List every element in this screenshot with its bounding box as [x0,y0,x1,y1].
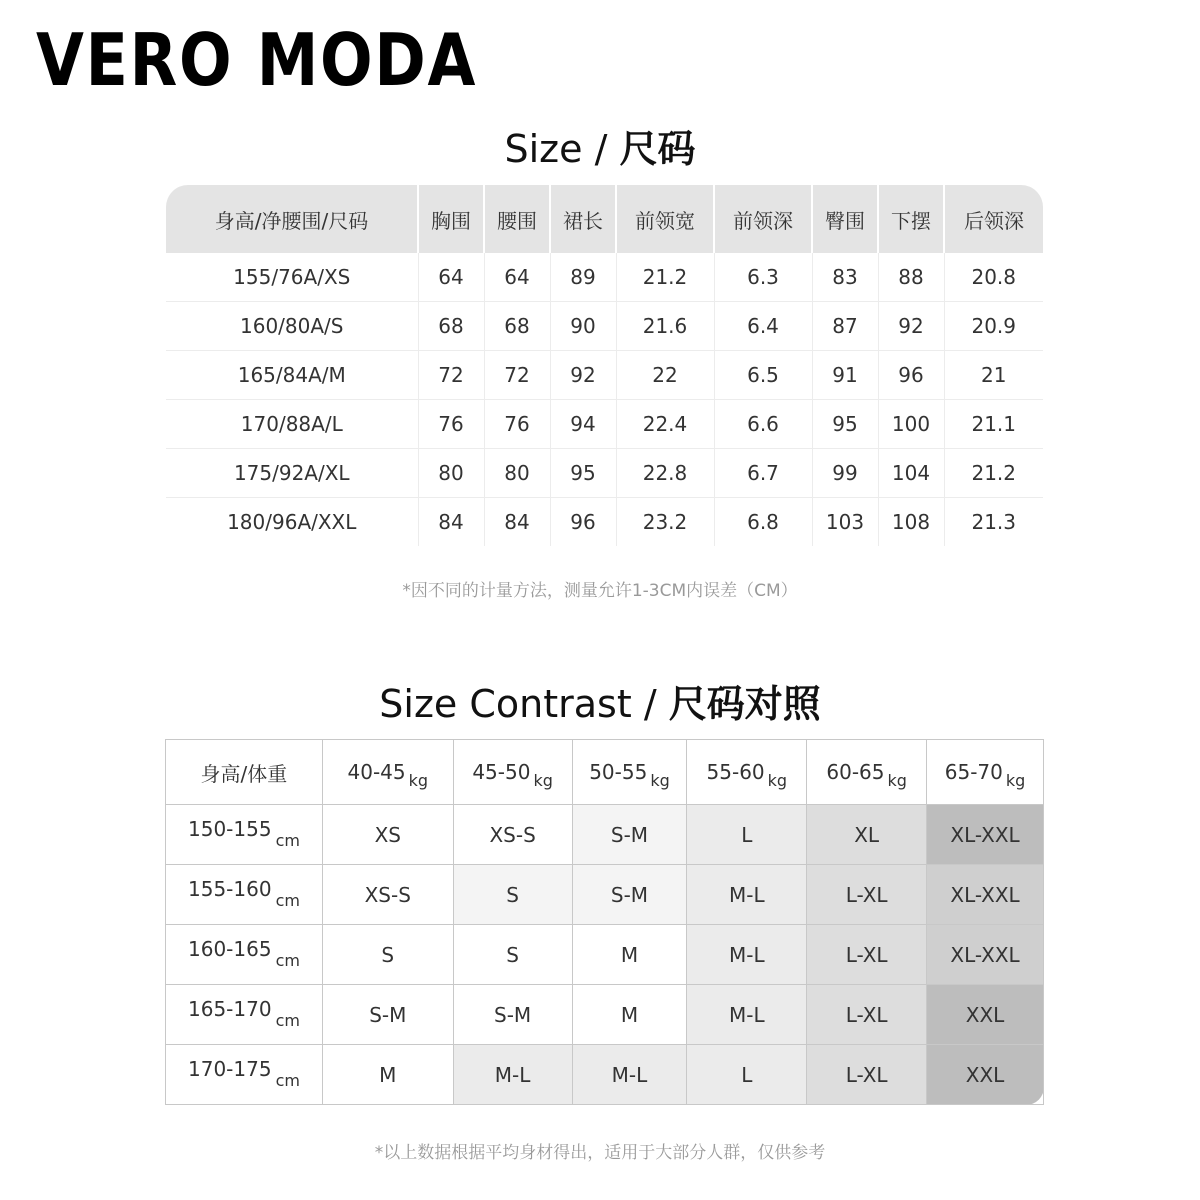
size-value-cell: 103 [812,498,878,547]
weight-range-header [927,740,1044,805]
recommended-size-cell: S-M [453,985,572,1045]
recommended-size-cell: M [572,985,687,1045]
size-value-cell: 108 [878,498,944,547]
height-range-value: 155-160 [188,876,272,901]
size-value-cell: 96 [550,498,616,547]
recommended-size-cell: XL-XXL [927,805,1044,865]
size-value-cell: 83 [812,253,878,302]
size-section-title [0,118,1200,173]
height-range-header [166,865,323,925]
size-header-cell: 裙长 [550,185,616,253]
size-label-cell: 180/96A/XXL [227,510,357,534]
weight-unit: kg [408,771,429,790]
weight-range-header [807,740,927,805]
size-contrast-table [165,739,1044,1105]
height-unit: cm [275,830,300,850]
contrast-table-row [166,925,1044,985]
size-value-cell: 84 [484,498,550,547]
size-table-row [166,498,1043,547]
height-range-value: 150-155 [188,816,272,841]
weight-range-value: 50-55 [589,760,648,784]
size-header-cell: 腰围 [484,185,550,253]
size-value-cell: 21.6 [616,302,714,351]
height-unit: cm [275,1010,300,1030]
recommended-size-cell: S-M [572,865,687,925]
size-value-cell: 72 [484,351,550,400]
recommended-size-cell: M-L [687,925,807,985]
height-unit: cm [275,950,300,970]
recommended-size-cell: L [687,1045,807,1105]
size-value-cell: 76 [418,400,484,449]
contrast-table-row [166,805,1044,865]
size-value-cell: 94 [550,400,616,449]
contrast-corner-label: 身高/体重 [166,740,323,805]
recommended-size-cell: M [572,925,687,985]
recommended-size-cell: XS-S [453,805,572,865]
contrast-header-row [166,740,1044,805]
size-header-cell: 胸围 [418,185,484,253]
weight-range-header [572,740,687,805]
recommended-size-cell: XXL [927,985,1044,1045]
weight-unit: kg [887,771,907,790]
recommended-size-cell: XL-XXL [927,865,1044,925]
weight-unit: kg [1005,771,1026,790]
height-unit: cm [275,1070,300,1090]
size-table-row [166,351,1043,400]
recommended-size-cell: M-L [572,1045,687,1105]
size-header-cell: 下摆 [878,185,944,253]
size-label-cell: 175/92A/XL [166,449,418,498]
size-table-row [166,302,1043,351]
height-range-value: 165-170 [188,996,272,1021]
height-range-header [166,1045,323,1105]
size-table-header-row [166,185,1043,253]
recommended-size-cell: XL-XXL [927,925,1044,985]
recommended-size-cell: L-XL [807,925,927,985]
recommended-size-cell: L-XL [807,865,927,925]
recommended-size-cell: S-M [322,985,453,1045]
size-label-cell: 160/80A/S [166,302,418,351]
size-label-cell: 155/76A/XS [166,253,418,302]
recommended-size-cell: L-XL [807,985,927,1045]
size-value-cell: 68 [418,302,484,351]
size-value-cell: 20.9 [944,302,1043,351]
size-value-cell: 72 [418,351,484,400]
size-value-cell: 21.3 [944,498,1043,547]
weight-unit: kg [650,771,670,790]
size-value-cell: 92 [878,302,944,351]
size-value-cell: 91 [812,351,878,400]
size-value-cell: 92 [550,351,616,400]
contrast-table-row [166,1045,1044,1105]
size-value-cell: 68 [484,302,550,351]
size-value-cell: 6.4 [714,302,812,351]
size-title-en: Size [504,127,583,171]
recommended-size-cell: XL [807,805,927,865]
size-label-cell: 165/84A/M [166,351,418,400]
recommended-size-cell: XS-S [322,865,453,925]
size-header-cell: 前领深 [714,185,812,253]
contrast-title-separator: / [631,682,669,726]
recommended-size-cell: S [322,925,453,985]
brand-logo: VERO MODA [36,18,478,102]
weight-range-header [453,740,572,805]
size-value-cell: 6.5 [714,351,812,400]
recommended-size-cell: S [453,925,572,985]
size-header-cell: 前领宽 [616,185,714,253]
contrast-section-title [0,673,1200,728]
weight-range-value: 45-50 [472,760,531,784]
recommended-size-cell: M-L [687,865,807,925]
size-value-cell: 20.8 [944,253,1043,302]
weight-range-value: 55-60 [706,760,765,784]
size-value-cell: 99 [812,449,878,498]
contrast-title-en: Size Contrast [379,682,632,726]
size-table-row [166,449,1043,498]
size-value-cell: 21.1 [944,400,1043,449]
size-value-cell: 104 [878,449,944,498]
height-range-header [166,925,323,985]
size-value-cell: 6.3 [714,253,812,302]
size-measurement-note: *因不同的计量方法，测量允许1-3CM内误差（CM） [402,581,798,601]
size-value-cell: 88 [878,253,944,302]
height-range-header [166,985,323,1045]
size-value-cell: 22.8 [616,449,714,498]
contrast-title-cn: 尺码对照 [668,682,821,726]
size-value-cell: 89 [550,253,616,302]
height-range-value: 160-165 [188,936,272,961]
size-value-cell: 64 [418,253,484,302]
recommended-size-cell: L-XL [807,1045,927,1105]
recommended-size-cell: XXL [927,1045,1044,1105]
recommended-size-cell: S-M [572,805,687,865]
weight-range-value: 65-70 [944,760,1003,784]
size-value-cell: 23.2 [616,498,714,547]
size-header-cell: 臀围 [812,185,878,253]
size-value-cell: 6.6 [714,400,812,449]
recommended-size-cell: M [322,1045,453,1105]
size-title-cn: 尺码 [619,127,696,171]
weight-range-header [687,740,807,805]
recommended-size-cell: XS [322,805,453,865]
contrast-table-row [166,865,1044,925]
size-value-cell: 6.8 [714,498,812,547]
weight-range-value: 60-65 [826,760,885,784]
size-value-cell: 22 [616,351,714,400]
size-value-cell: 95 [812,400,878,449]
weight-unit: kg [767,771,788,790]
height-range-value: 170-175 [188,1056,272,1081]
size-value-cell: 76 [484,400,550,449]
height-range-header [166,805,323,865]
size-value-cell: 6.7 [714,449,812,498]
size-label-cell: 170/88A/L [166,400,418,449]
weight-range-value: 40-45 [347,760,406,784]
size-title-separator: / [582,127,620,171]
size-value-cell: 95 [550,449,616,498]
size-table [166,185,1043,546]
size-value-cell: 21 [944,351,1043,400]
size-table-row [166,400,1043,449]
recommended-size-cell: M-L [687,985,807,1045]
size-value-cell: 100 [878,400,944,449]
size-value-cell: 84 [418,498,484,547]
size-value-cell: 80 [418,449,484,498]
weight-range-header [322,740,453,805]
size-table-row [166,253,1043,302]
size-value-cell: 21.2 [616,253,714,302]
contrast-table-row [166,985,1044,1045]
size-header-cell: 后领深 [944,185,1043,253]
size-value-cell: 87 [812,302,878,351]
size-value-cell: 21.2 [944,449,1043,498]
recommended-size-cell: L [687,805,807,865]
recommended-size-cell: S [453,865,572,925]
size-header-cell: 身高/净腰围/尺码 [166,185,418,253]
size-value-cell: 22.4 [616,400,714,449]
size-value-cell: 80 [484,449,550,498]
weight-unit: kg [533,771,553,790]
size-value-cell: 64 [484,253,550,302]
recommended-size-cell: M-L [453,1045,572,1105]
size-value-cell: 96 [878,351,944,400]
contrast-disclaimer-note: *以上数据根据平均身材得出，适用于大部分人群，仅供参考 [374,1143,826,1163]
size-value-cell: 90 [550,302,616,351]
height-unit: cm [275,890,300,910]
